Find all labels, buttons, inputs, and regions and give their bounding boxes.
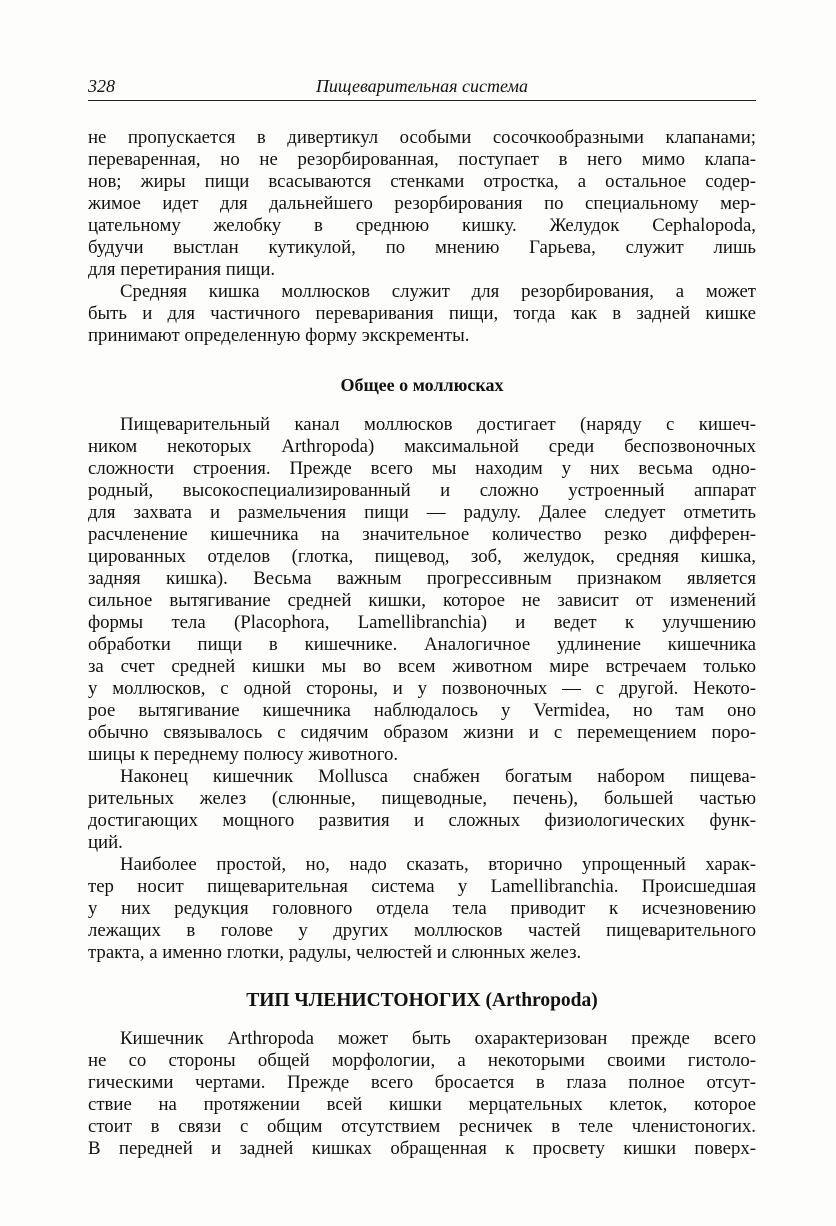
body-line: ником некоторых Arthropoda) максимальной среди беспозвоночных [88, 436, 756, 457]
body-line: родный, высокоспециализированный и сложно устроенный аппарат [88, 480, 756, 501]
page-header [88, 76, 756, 101]
body-line: будучи выстлан кутикулой, по мнению Гарьева, служит лишь [88, 237, 756, 258]
body-line: за счет средней кишки мы во всем животном мире встречаем только [88, 656, 756, 677]
running-title: Пищеварительная система [315, 76, 529, 96]
body-line: нов; жиры пищи всасываются стенками отростка, а остальное содер- [88, 171, 756, 192]
body-line: Средняя кишка моллюсков служит для резорбирования, а может [120, 281, 756, 302]
body-line: стоит в связи с общим отсутствием ресничек в теле членистоногих. [88, 1116, 756, 1137]
body-line: переваренная, но не резорбированная, поступает в него мимо клапа- [88, 149, 756, 170]
body-line: рительных желез (слюнные, пищеводные, печень), большей частью [88, 788, 756, 809]
body-line: у моллюсков, с одной стороны, и у позвоночных — с другой. Некото- [88, 678, 756, 699]
body-line: у них редукция головного отдела тела приводит к исчезновению [88, 898, 756, 919]
body-line: В передней и задней кишках обращенная к просвету кишки поверх- [88, 1138, 756, 1159]
body-line: формы тела (Placophora, Lamellibranchia) и ведет к улучшению [88, 612, 756, 633]
body-line: задняя кишка). Весьма важным прогрессивным признаком является [88, 568, 756, 589]
section-heading: ТИП ЧЛЕНИСТОНОГИХ (Arthropoda) [246, 990, 598, 1011]
body-line: обычно связывалось с сидячим образом жизни и с перемещением поро- [88, 722, 756, 743]
body-line: тер носит пищеварительная система у Lamellibranchia. Происшедшая [88, 876, 756, 897]
body-line: Наиболее простой, но, надо сказать, вторично упрощенный харак- [120, 854, 756, 875]
section-heading: Общее о моллюсках [340, 375, 504, 395]
body-line: Наконец кишечник Mollusca снабжен богатым набором пищева- [120, 766, 756, 787]
body-line: лежащих в голове у других моллюсков частей пищеварительного [88, 920, 756, 941]
body-line: принимают определенную форму экскременты. [88, 325, 470, 346]
body-line: ций. [88, 832, 123, 853]
body-line: сложности строения. Прежде всего мы находим у них весьма одно- [88, 458, 756, 479]
body-line: Кишечник Arthropoda может быть охарактеризован прежде всего [120, 1028, 756, 1049]
body-line: расчленение кишечника на значительное количество резко дифферен- [88, 524, 756, 545]
body-line: цированных отделов (глотка, пищевод, зоб, желудок, средняя кишка, [88, 546, 756, 567]
body-line: тракта, а именно глотки, радулы, челюстей и слюнных желез. [88, 942, 582, 963]
body-line: обработки пищи в кишечнике. Аналогичное удлинение кишечника [88, 634, 756, 655]
body-line: шицы к переднему полюсу животного. [88, 744, 399, 765]
body-line: Пищеварительный канал моллюсков достигает (наряду с кишеч- [120, 414, 756, 435]
body-line: для захвата и размельчения пищи — радулу. Далее следует отметить [88, 502, 756, 523]
body-line: для перетирания пищи. [88, 259, 276, 280]
body-line: быть и для частичного переваривания пищи, тогда как в задней кишке [88, 303, 756, 324]
body-line: сильное вытягивание средней кишки, которое не зависит от изменений [88, 590, 756, 611]
body-line: гическими чертами. Прежде всего бросается в глаза полное отсут- [88, 1072, 756, 1093]
page-number: 328 [88, 76, 115, 96]
body-line: цательному желобку в среднюю кишку. Желудок Cephalopoda, [88, 215, 756, 236]
body-line: жимое идет для дальнейшего резорбирования по специальному мер- [88, 193, 756, 214]
body-line: не пропускается в дивертикул особыми сосочкообразными клапанами; [88, 127, 756, 148]
body-line: рое вытягивание кишечника наблюдалось у Vermidea, но там оно [88, 700, 756, 721]
body-line: достигающих мощного развития и сложных физиологических функ- [88, 810, 756, 831]
body-line: не со стороны общей морфологии, а некоторыми своими гистоло- [88, 1050, 756, 1071]
body-line: ствие на протяжении всей кишки мерцательных клеток, которое [88, 1094, 756, 1115]
